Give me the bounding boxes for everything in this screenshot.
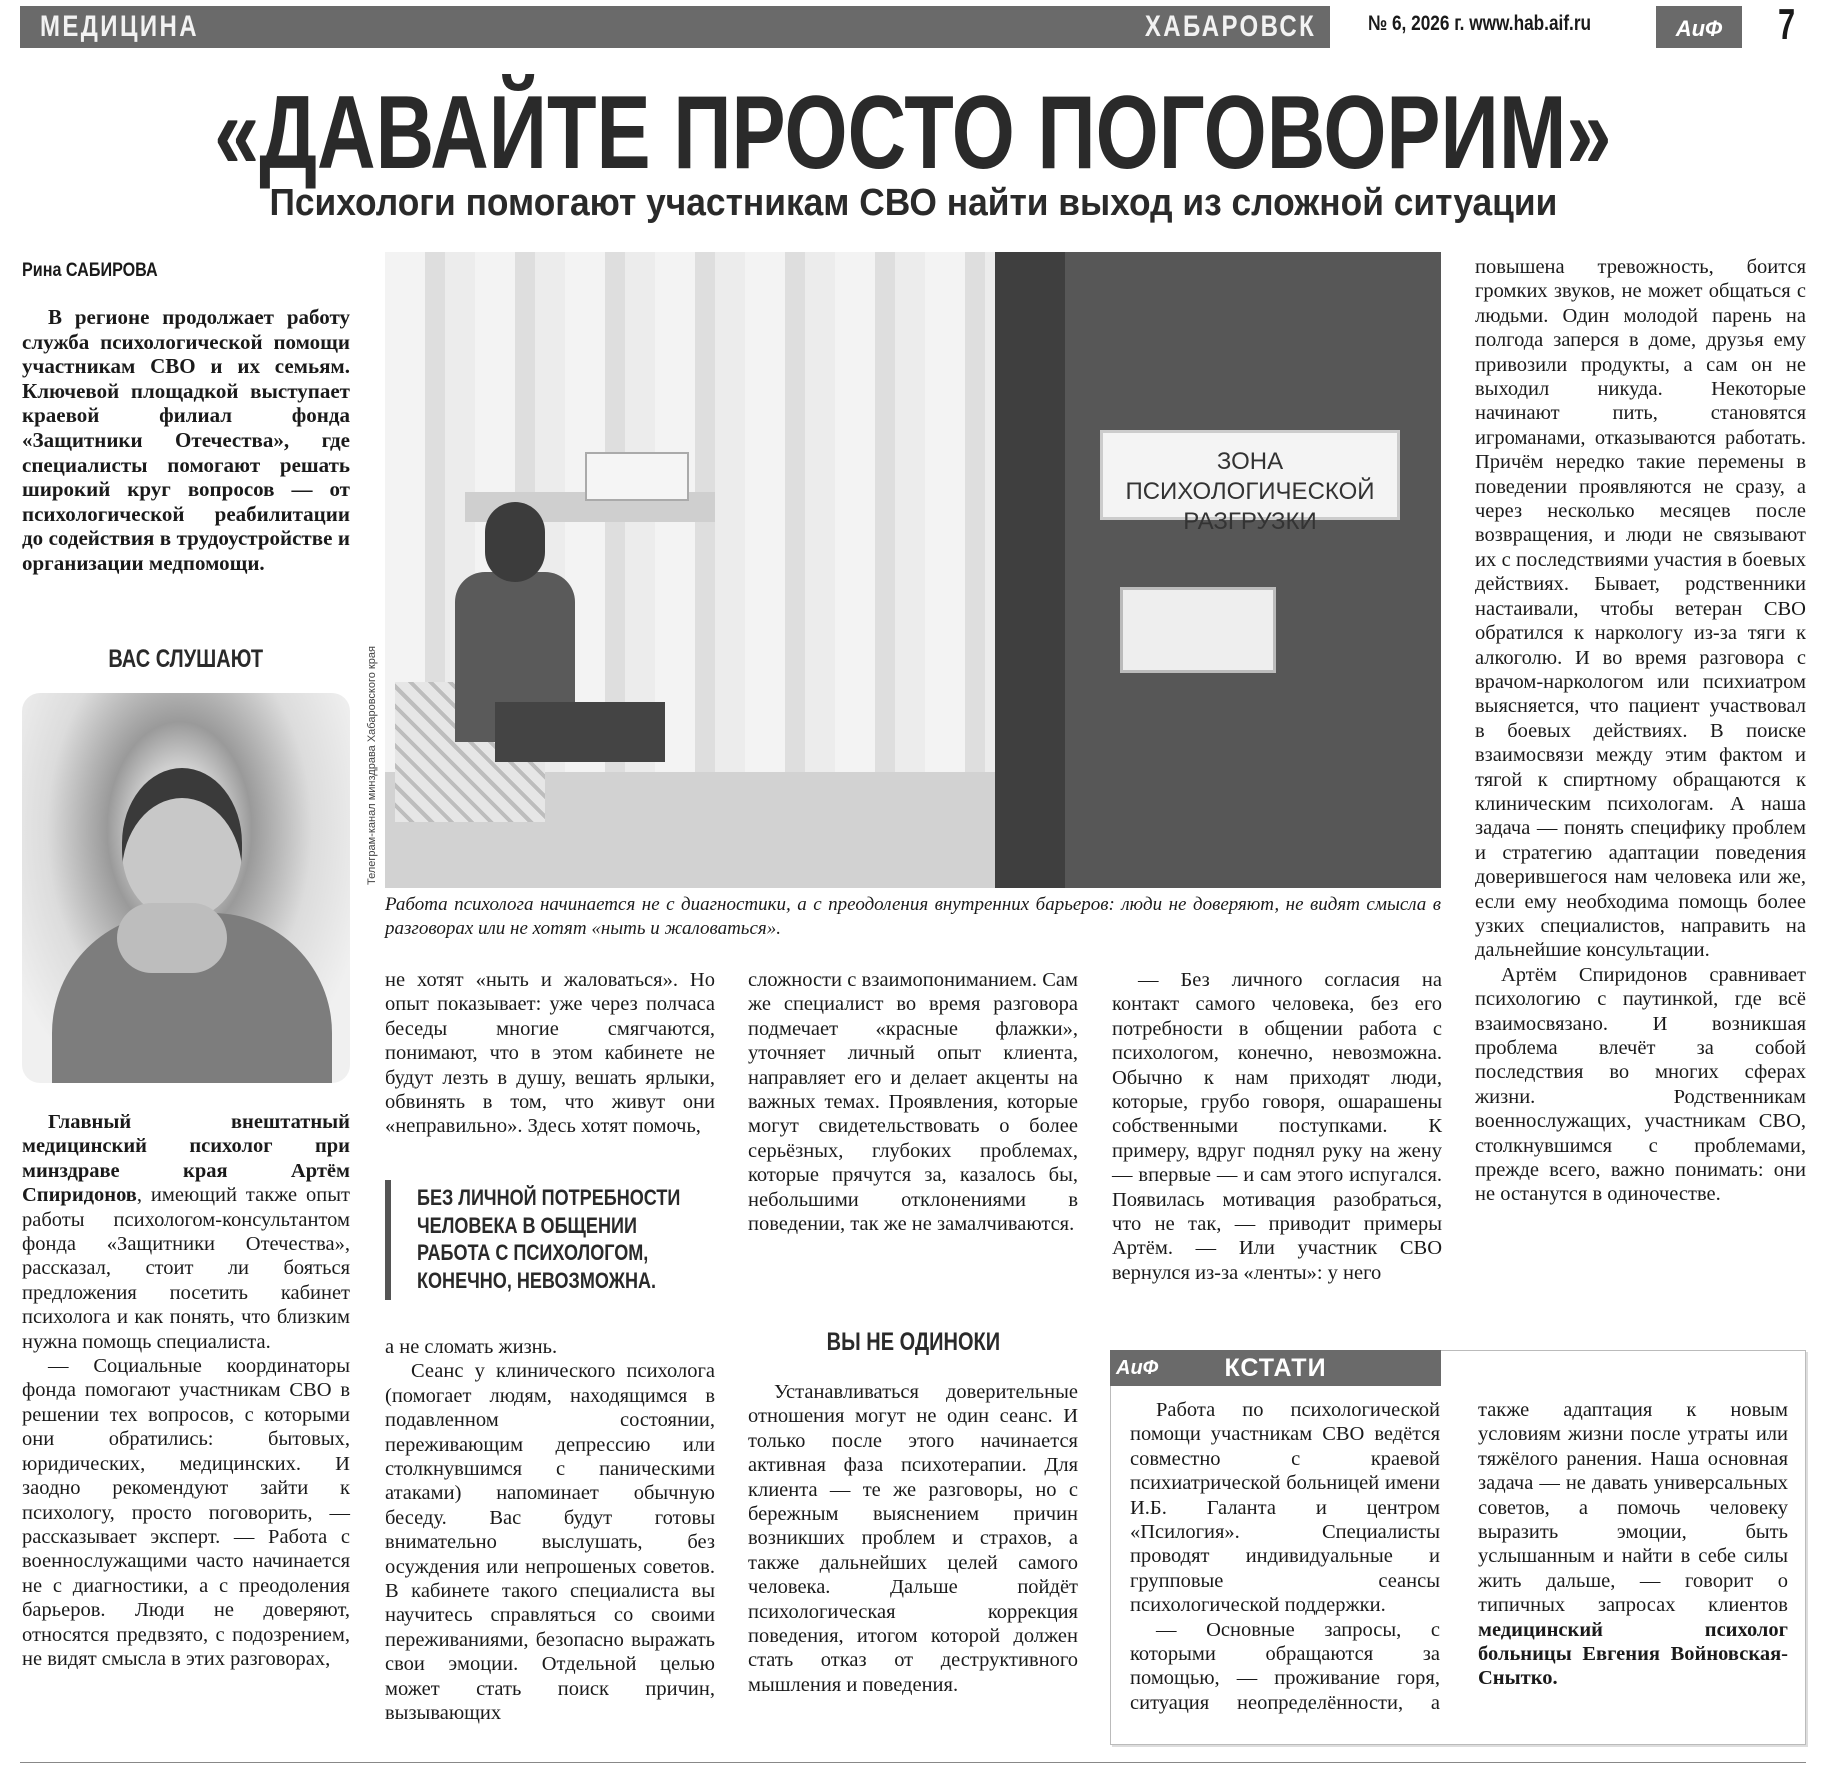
photo-caption: Работа психолога начинается не с диагностики, а с преодоления внутренних барьеров: люди не доверяют, не видят смысла в разговорах или не хотят «ныть и жаловаться». — [385, 894, 1441, 939]
column-3-text-bottom: Устанавливаться доверительные отношения могут не один сеанс. И только после этого начинается активная фаза психотерапии. Для клиента — те же разговоры, но с бережным выяснением причин возникших проблем и страхов, а также дальнейших целей самого человека. Дальше пойдёт психологическая коррекция поведения, итогом которой должен стать отказ от деструктивного мышления и поведения. — [748, 1381, 1078, 1696]
aif-logo-small: АиФ — [1116, 1357, 1159, 1379]
kstati-text — [1130, 1398, 1788, 1715]
article-subtitle: Психологи помогают участникам СВО найти выход из сложной ситуации — [269, 182, 1557, 224]
column-4-text: — Без личного согласия на контакт самого человека, без его потребности в общении работа с психологом, конечно, невозможна. Обычно к нам приходят люди, которые, грубо говоря, ошарашены собственными поступками. К примеру, вдруг поднял руку на жену — впервые — и сам этого испугался. Появилась мотивация разобраться, что не так, — приводит примеры Артём. — Или участник СВО вернулся из-за «ленты»: у него — [1112, 969, 1442, 1284]
section-rubric: МЕДИЦИНА — [40, 10, 199, 43]
section-header-bar — [20, 6, 1330, 48]
edition-city: ХАБАРОВСК — [1144, 10, 1316, 43]
page-number: 7 — [1778, 0, 1796, 49]
photo-credit: Телеграм-канал минздрава Хабаровского края — [366, 646, 378, 885]
subheading-vy-ne-odinoki: ВЫ НЕ ОДИНОКИ — [826, 1328, 1000, 1356]
article-title: «ДАВАЙТЕ ПРОСТО ПОГОВОРИМ» — [214, 75, 1612, 191]
article-photo — [385, 252, 1441, 888]
column-3-text-top: сложности с взаимопониманием. Сам же специалист во время разговора подмечает «красные флажки», уточняет личный опыт клиента, направляет его и делает акценты на важных темах. Проявления, которые могут свидетельствовать о более серьёзных, глубоких проблемах, которые прячутся за, казалось бы, небольшими отклонениями в поведении, так же не замалчиваются. — [748, 969, 1078, 1236]
kstati-paragraph-1: Работа по психологической помощи участникам СВО ведётся совместно с краевой психиатрической больницей имени И.Б. Галанта и центром «Псилогия». Специалисты проводят индивидуальные и групповые сеансы психологической поддержки. — [1130, 1399, 1440, 1617]
column-2-text-bottom: а не сломать жизнь. Сеанс у клинического психолога (помогает людям, находящимся в подавленном состоянии, переживающим депрессию или столкнувшимся с паническими атаками) напоминает обычную беседу. Вас будут готовы внимательно выслушать, без осуждения или непрошеных советов. В кабинете такого специалиста вы научитесь справляться со своими переживаниями, безопасно выражать свои эмоции. Отдельной целью может стать поиск причин, вызывающих — [385, 1336, 715, 1725]
psychologist-figure — [435, 502, 665, 832]
subheading-vas-slushayut: ВАС СЛУШАЮТ — [108, 645, 264, 673]
column-1-text: Главный внештатный медицинский психолог при минздраве края Артём Спиридонов, имеющий также опыт работы психологом-консультантом фонда «Защитники Отечества», рассказал, стоит ли бояться предложения посетить кабинет психолога и как понять, что близким нужна помощь специалиста. — Социальные координаторы фонда помогают участникам СВО в решении тех вопросов, с которыми они обратились: бытовых, юридических, медицинских. И заодно рекомендуют зайти к психологу, просто поговорить, — рассказывает эксперт. — Работа с военнослужащими часто начинается не с диагностики, а с преодоления барьеров. Люди не доверяют, относятся предвзято, с подозрением, не видят смысла в этих разговорах, — [22, 1111, 350, 1670]
expert-portrait-photo — [22, 693, 350, 1083]
article-lead: В регионе продолжает работу служба психологической помощи участникам СВО и их семьям. Ключевой площадкой выступает краевой филиал фонда «Защитники Отечества», где специалисты помогают решать широкий круг вопросов — от психологической реабилитации до содействия в трудоустройстве и организации медпомощи. — [22, 305, 350, 575]
author-byline: Рина САБИРОВА — [22, 260, 158, 281]
door-plate — [1120, 587, 1276, 673]
page-bottom-rule — [20, 1762, 1806, 1763]
aif-logo: АиФ — [1656, 6, 1742, 48]
issue-info: № 6, 2026 г. www.hab.aif.ru — [1368, 12, 1592, 35]
column-5-text: повышена тревожность, боится громких звуков, не может общаться с людьми. Один молодой парень на полгода заперся в доме, друзья ему привозили продукты, а сам он не выходил никуда. Некоторые начинают пить, становятся игроманами, отказываются работать. Причём нередко такие перемены в поведении проявляются не сразу, а через несколько месяцев после возвращения, и люди не связывают их с последствиями участия в боевых действиях. Бывает, родственники настаивали, чтобы ветеран СВО обратился к наркологу из-за тяги к алкоголю. И во время разговора с врачом-наркологом или психиатром выясняется, что пациент участвовал в боевых действиях. В поиске взаимосвязи между этим фактом и тягой к спиртному обращаются к клиническим психологам. А наша задача — понять специфику проблем и стратегию адаптации поведения доверившегося нам человека или же, если ему необходима помощь более узких специалистов, направить на дальнейшие консультации. Артём Спиридонов сравнивает психологию с паутинкой, где всё взаимосвязано. И возникшая проблема влечёт за собой последствия во многих сферах жизни. Родственникам военнослужащих, участникам СВО, столкнувшимся с проблемами, прежде всего, важно понимать: они не останутся в одиночестве. — [1475, 256, 1806, 1206]
door-sign: ЗОНА ПСИХОЛОГИЧЕСКОЙ РАЗГРУЗКИ — [1100, 430, 1400, 520]
kstati-heading: КСТАТИ — [1224, 1354, 1327, 1382]
pull-quote: БЕЗ ЛИЧНОЙ ПОТРЕБНОСТИ ЧЕЛОВЕКА В ОБЩЕНИИ РАБОТА С ПСИХОЛОГОМ, КОНЕЧНО, НЕВОЗМОЖНА. — [385, 1180, 715, 1300]
kstati-header — [1110, 1350, 1441, 1386]
column-2-text-top: не хотят «ныть и жаловаться». Но опыт показывает: уже через полчаса беседы многие смягчаются, понимают, что в этом кабинете не будут лезть в душу, вешать ярлыки, обвинять в том, что живут они «неправильно». Здесь хотят помочь, — [385, 969, 715, 1138]
kstati-quote-paragraph: — Основные запросы, с которыми обращаются за помощью, — проживание горя, ситуация неопределённости, а также адаптация к новым условиям жизни после утраты или тяжёлого ранения. Наша основная задача — не давать универсальных советов, а помочь человеку выразить эмоции, быть услышанным и найти в себе силы жить дальше, — говорит о типичных запросах клиентов медицинский психолог больницы Евгения Войновская-Снытко. — [1130, 1399, 1788, 1714]
